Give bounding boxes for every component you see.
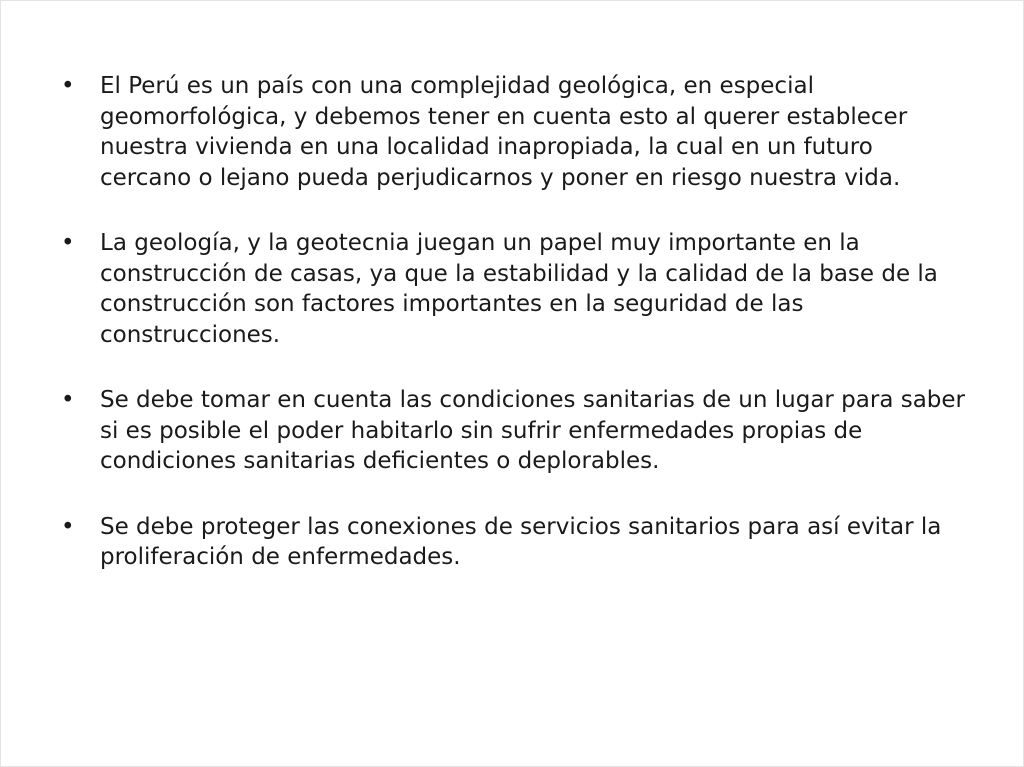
bullet-icon: • [61,513,75,540]
bullet-item [61,71,971,193]
bullet-text: El Perú es un país con una complejidad geológica, en especial geomorfológica, y debemos tener en cuenta esto al querer establecer nuestra vivienda en una localidad inapropiada, la cual en un futuro cercano o lejano pueda perjudicarnos y poner en riesgo nuestra vida. [100,73,908,191]
bullet-icon: • [61,387,75,413]
bullet-item [61,228,971,350]
bullet-icon: • [61,230,75,256]
bullet-text: Se debe tomar en cuenta las condiciones sanitarias de un lugar para saber si es posible el poder habitarlo sin sufrir enfermedades propias de condiciones sanitarias deficientes o deplorables. [100,387,966,474]
bullet-icon: • [61,73,75,99]
bullet-list [61,71,971,573]
bullet-text: Se debe proteger las conexiones de servicios sanitarios para así evitar la proliferación de enfermedades. [100,513,942,570]
bullet-item [61,385,971,477]
bullet-text: La geología, y la geotecnia juegan un papel muy importante en la construcción de casas, ya que la estabilidad y la calidad de la base de la construcción son factores importantes en la seguridad de las construcciones. [100,230,938,348]
bullet-item [61,512,971,573]
